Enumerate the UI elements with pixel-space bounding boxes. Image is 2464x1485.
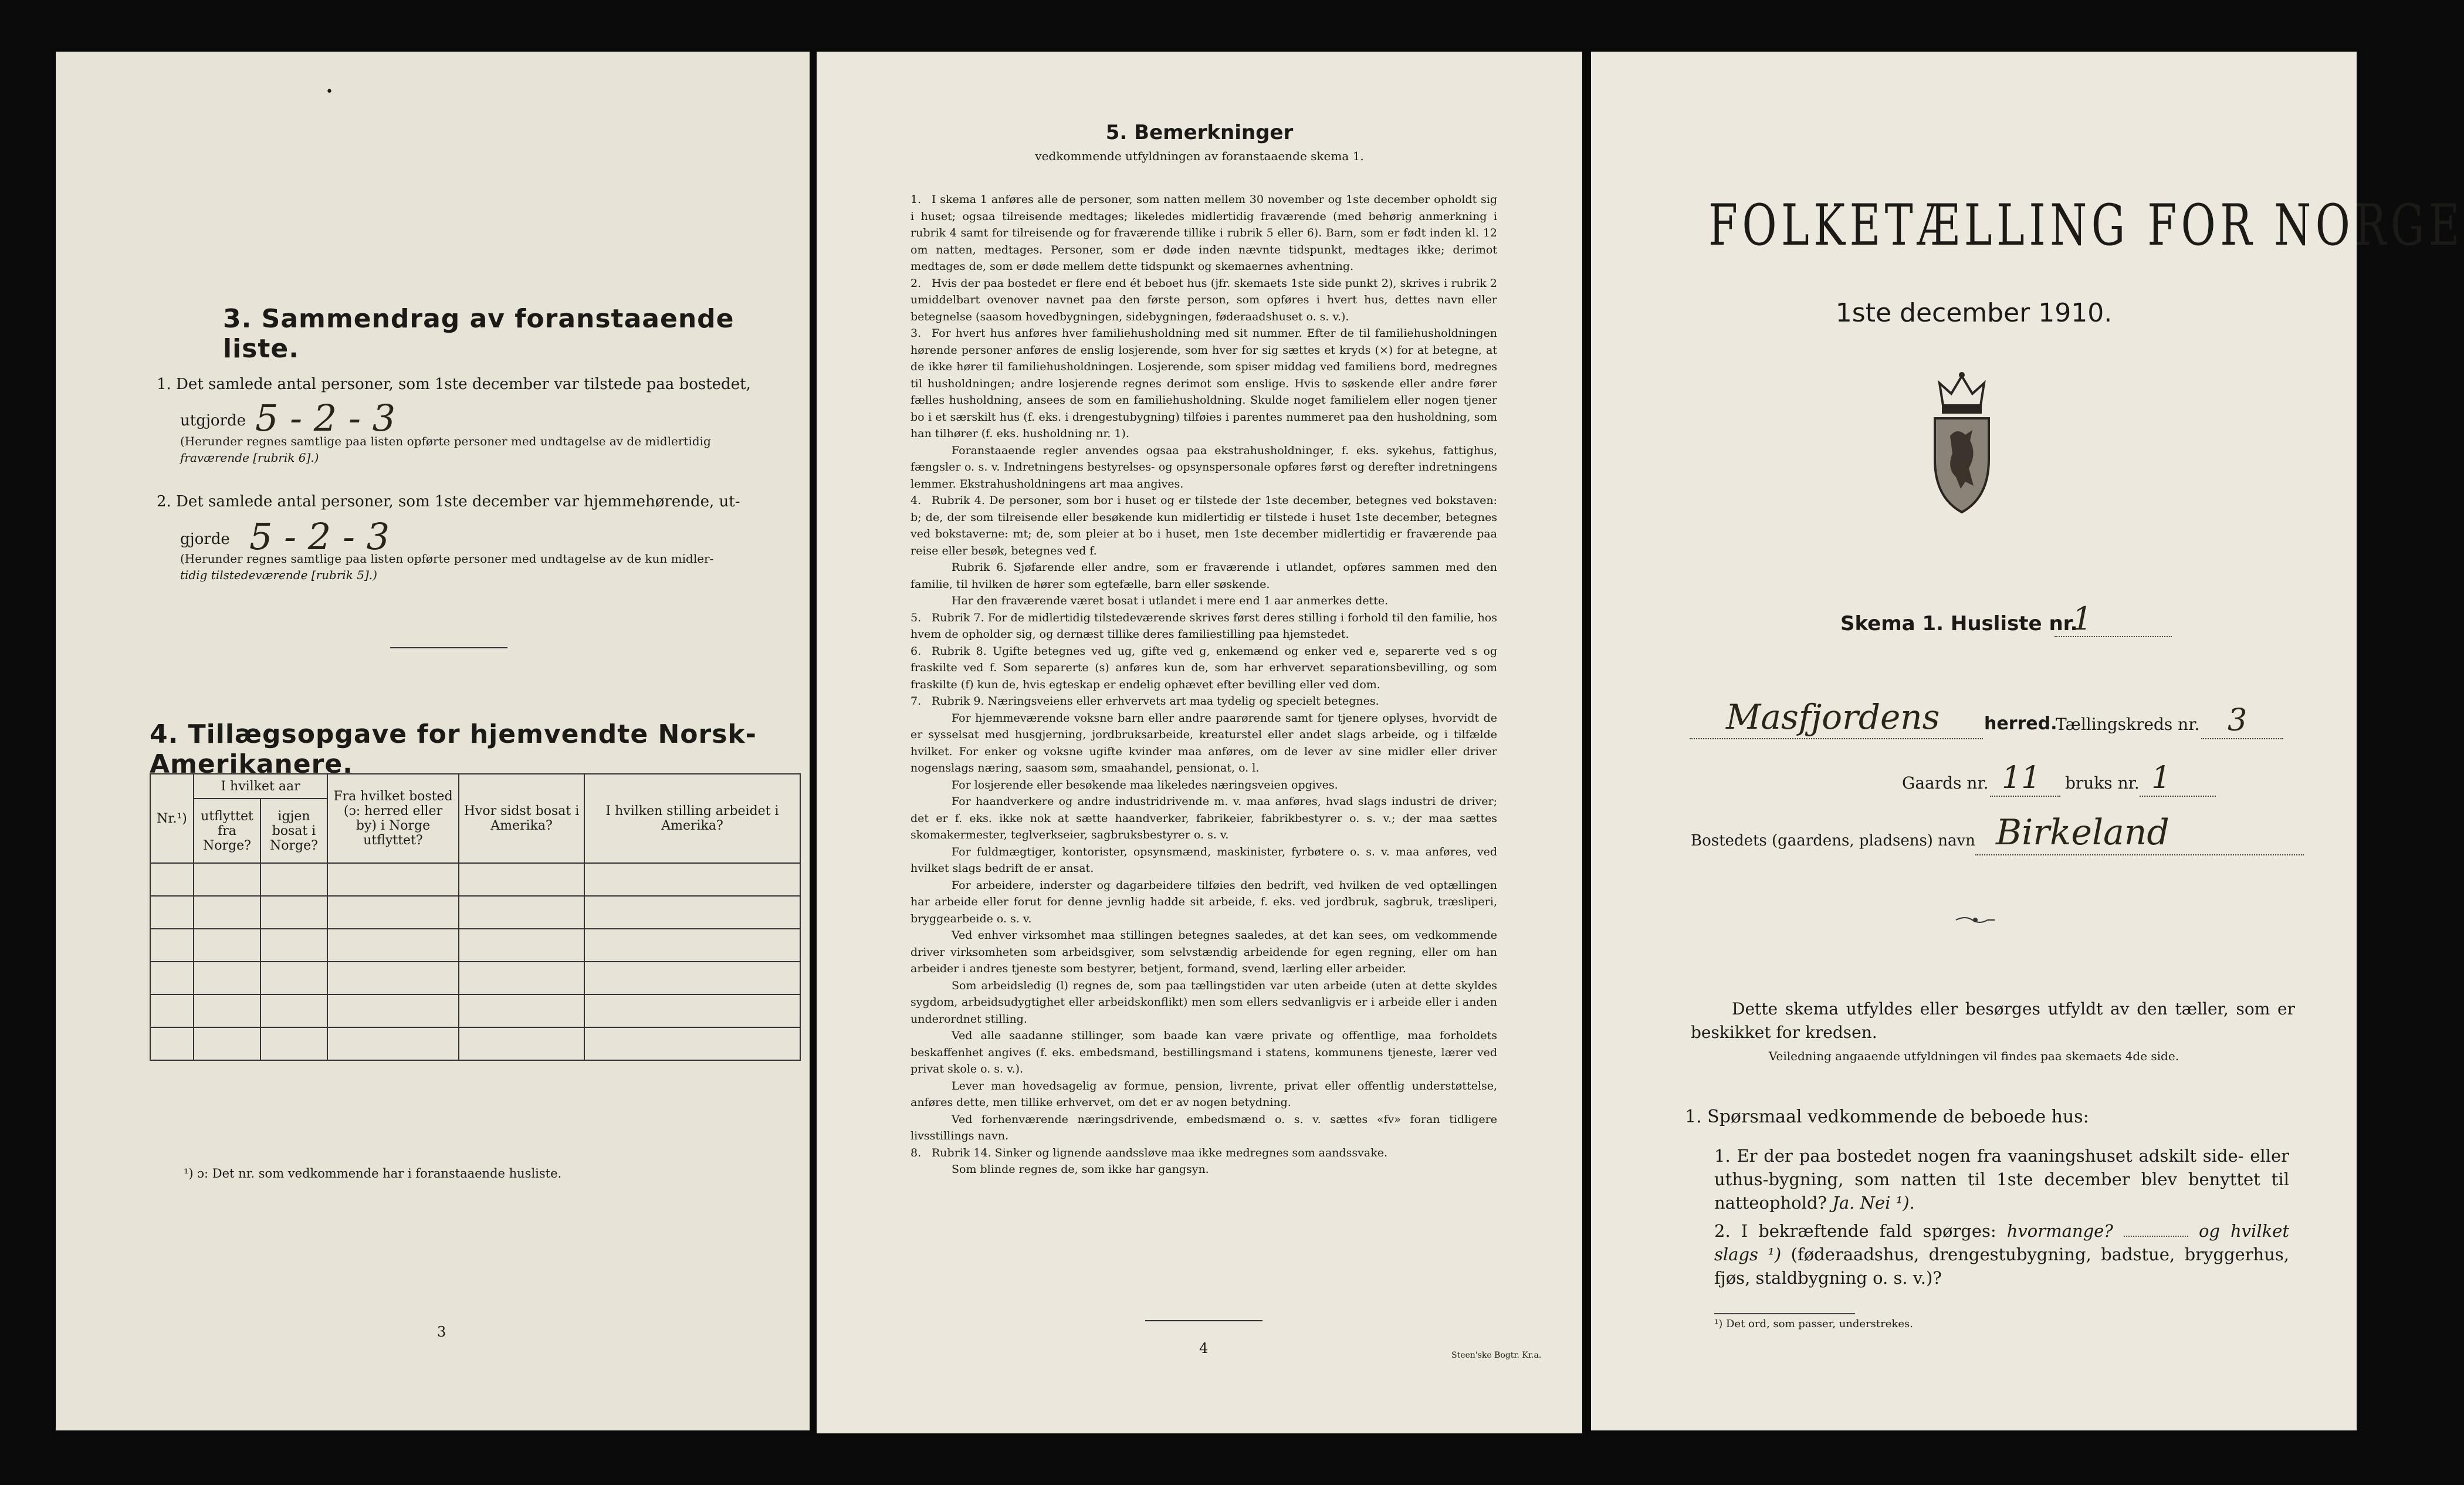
question-2	[1714, 1219, 2289, 1290]
remark-paragraph	[911, 793, 1497, 844]
col-last-residence: Hvor sidst bosat i Amerika?	[459, 774, 584, 863]
remark-paragraph	[911, 844, 1497, 877]
col-emigrated: utflyttet fra Norge?	[194, 799, 260, 863]
remark-number: 3.	[911, 327, 922, 340]
remark-paragraph	[911, 977, 1497, 1028]
remark-number: 6.	[911, 644, 922, 658]
question-2-how-many: hvormange?	[2006, 1221, 2113, 1241]
remark-paragraph	[911, 1027, 1497, 1078]
remark-text: For losjerende eller besøkende maa likeledes næringsveien opgives.	[952, 778, 1338, 791]
item2-label: gjorde	[180, 530, 230, 548]
question-1-text: 1. Er der paa bostedet nogen fra vaaningshuset adskilt side- eller uthus-bygning, som natten til 1ste december blev benyttet til natteophold?	[1714, 1146, 2289, 1213]
remark-text: Ved enhver virksomhet maa stillingen betegnes saaledes, at det kan sees, om vedkommende driver virksomheten som arbeidsgiver, som selvstændig arbeidende for egen regning, eller om han arbeider i andres tjeneste som bestyrer, betjent, formand, svend, lærling eller arbeider.	[911, 929, 1497, 975]
remark-text: For fuldmægtiger, kontorister, opsynsmænd, maskinister, fyrbøtere o. s. v. maa anføres, ved hvilket slags bedrift de er ansat.	[911, 845, 1497, 875]
question-1	[1714, 1144, 2289, 1215]
remark-paragraph	[911, 877, 1497, 928]
remark-number: 7.	[911, 695, 922, 708]
remark-text: Ved forhenværende næringsdrivende, embedsmænd o. s. v. sættes «fv» foran tidligere livsstillings navn.	[911, 1112, 1497, 1142]
item2-line: 2. Det samlede antal personer, som 1ste december var hjemmehørende, ut-	[157, 493, 740, 510]
remark-paragraph	[911, 593, 1497, 610]
kreds-value: 3	[2228, 703, 2248, 738]
remark-paragraph	[911, 442, 1497, 493]
remark-text: For hjemmeværende voksne barn eller andre paarørende samt for tjenere oplyses, hvorvidt de er sysselsat med husgjerning, jordbruksarbeide, kreaturstel eller andet slags arbeide, og i tilfælde hvilket. For enker og voksne ugifte kvinder maa anføres, om de lever av sine midler eller driver nogenslags næring, saasom søm, smaahandel, pensionat, o. l.	[911, 711, 1497, 774]
question-2-examples: (føderaadshus, drengestubygning, badstue, bryggerhus, fjøs, staldbygning o. s. v.)?	[1714, 1244, 2289, 1288]
remarks-title: 5. Bemerkninger	[1105, 121, 1294, 144]
page-right	[1591, 52, 2464, 1430]
remark-text: Lever man hovedsagelig av formue, pension, livrente, privat eller offentlig understøttelse, anføres dette, men tillike erhvervet, om det er av nogen betydning.	[911, 1079, 1497, 1109]
remark-text: Rubrik 8. Ugifte betegnes ved ug, gifte ved g, enkemænd og enker ved e, separerte ved s og fraskilte ved f. Som separerte (s) anføres kun de, som har erhvervet separationsbevilling, og som fraskilte (f) kun de, hvis egteskap er endelig ophævet efter bevilling eller ved dom.	[911, 644, 1497, 691]
remark-paragraph	[911, 1145, 1497, 1162]
question-2-text: 2. I bekræftende fald spørges:	[1714, 1221, 1996, 1241]
gaards-value: 11	[2002, 760, 2041, 796]
remarks-body	[911, 191, 1497, 1178]
page-number: 3	[437, 1324, 446, 1340]
bosted-value: Birkeland	[1996, 812, 2169, 853]
remark-text: Foranstaaende regler anvendes ogsaa paa ekstrahusholdninger, f. eks. sykehus, fattighus, fængsler o. s. v. Indretningens bestyrelses- og opsynspersonale opføres først og derefter indretningens lemmer. Ekstrahusholdningens art maa angives.	[911, 444, 1497, 491]
table-row	[150, 863, 800, 896]
footnote-rule	[1714, 1313, 1855, 1314]
bosted-label: Bostedets (gaardens, pladsens) navn	[1691, 832, 1975, 850]
remark-text: For haandverkere og andre industridrivende m. v. maa anføres, hvad slags industri de driver; det er f. eks. ikke nok at sætte haandverker, fabrikeier, fabrikbestyrer o. s. v.; der maa sættes skomakermester, teglverkseier, sagbruksbestyrer o. s. v.	[911, 795, 1497, 841]
kreds-field	[2201, 738, 2283, 739]
how-many-field[interactable]	[2124, 1236, 2188, 1237]
printer-mark: Steen'ske Bogtr. Kr.a.	[1451, 1351, 1542, 1360]
item1-label: utgjorde	[180, 412, 246, 429]
remark-text: Rubrik 6. Sjøfarende eller andre, som er fraværende i utlandet, opføres sammen med den familie, til hvilken de hører som egtefælle, barn eller søskende.	[911, 561, 1497, 591]
herred-value: Masfjordens	[1726, 697, 1940, 737]
census-title: FOLKETÆLLING FOR NORGE	[1708, 192, 2464, 258]
bruks-label: bruks nr.	[2065, 773, 2140, 793]
section4-title: 4. Tillægsopgave for hjemvendte Norsk-Amerikanere.	[150, 719, 757, 779]
remark-number: 1.	[911, 193, 922, 206]
remark-paragraph	[911, 777, 1497, 794]
page-left	[56, 52, 810, 1430]
remark-text: For arbeidere, inderster og dagarbeidere tilføies den bedrift, ved hvilken de ved optællingen har arbeide eller forut for denne jevnlig hadde sit arbeide, f. eks. ved jordbruk, sagbruk, træsliperi, bryggearbeide o. s. v.	[911, 878, 1497, 925]
bosted-field	[1975, 854, 2304, 855]
divider	[1145, 1320, 1263, 1321]
census-date: 1ste december 1910.	[1835, 298, 2113, 328]
remark-paragraph	[911, 1111, 1497, 1145]
question-heading: 1. Spørsmaal vedkommende de beboede hus:	[1685, 1107, 2089, 1127]
table-row	[150, 962, 800, 994]
page-mark: •	[326, 84, 333, 99]
remark-text: Som arbeidsledig (l) regnes de, som paa tællingstiden var uten arbeide (uten at dette skyldes sygdom, arbeidsudygtighet eller arbeidskonflikt) men som ellers sedvanligvis er i arbeide eller i anden underordnet stilling.	[911, 979, 1497, 1026]
page-number: 4	[1199, 1340, 1209, 1357]
item1-handwritten-values: 5 - 2 - 3	[255, 397, 396, 439]
item1-note-1: (Herunder regnes samtlige paa listen opførte personer med undtagelse av de midlertidig	[180, 434, 711, 448]
remark-paragraph	[911, 710, 1497, 777]
remark-paragraph	[911, 1078, 1497, 1111]
table-row	[150, 994, 800, 1027]
gaards-label: Gaards nr.	[1902, 773, 1989, 793]
gaards-field	[1990, 796, 2060, 797]
remark-text: Rubrik 14. Sinker og lignende aandssløve maa ikke medregnes som aandssvake.	[932, 1146, 1388, 1159]
item2-note-1: (Herunder regnes samtlige paa listen opførte personer med undtagelse av de kun midler-	[180, 552, 714, 566]
remark-number: 4.	[911, 494, 922, 507]
remark-number: 8.	[911, 1146, 922, 1159]
bruks-value: 1	[2151, 760, 2171, 796]
col-nr: Nr.¹)	[150, 774, 194, 863]
instruction-note: Veiledning angaaende utfyldningen vil findes paa skemaets 4de side.	[1768, 1049, 2179, 1063]
herred-field	[1690, 738, 1983, 739]
col-group-year: I hvilket aar	[194, 774, 327, 799]
remark-text: Har den fraværende været bosat i utlandet i mere end 1 aar anmerkes dette.	[952, 594, 1389, 607]
remark-text: Ved alle saadanne stillinger, som baade kan være private og offentlige, maa forholdets beskaffenhet angives (f. eks. embedsmand, bestillingsmand i statens, kommunens tjeneste, lærer ved privat skole o. s. v.).	[911, 1029, 1497, 1075]
remark-paragraph	[911, 1161, 1497, 1178]
husliste-value: 1	[2072, 600, 2093, 637]
item2-handwritten-values: 5 - 2 - 3	[249, 515, 390, 558]
table-row	[150, 1027, 800, 1060]
schema-label: Skema 1. Husliste nr.	[1840, 612, 2078, 635]
bruks-field	[2140, 796, 2216, 797]
col-returned: igjen bosat i Norge?	[260, 799, 327, 863]
item1-note-2: fraværende [rubrik 6].)	[180, 451, 319, 465]
question-2-what-kind: og hvilket slags ¹)	[1714, 1221, 2290, 1264]
norsk-amerikanere-table	[150, 773, 801, 1061]
remark-paragraph	[911, 927, 1497, 977]
kreds-label: Tællingskreds nr.	[2056, 715, 2200, 734]
remark-paragraph	[911, 492, 1497, 559]
remark-number: 2.	[911, 276, 922, 290]
footnote: ¹) ɔ: Det nr. som vedkommende har i foranstaaende husliste.	[184, 1166, 562, 1180]
footnote: ¹) Det ord, som passer, understrekes.	[1714, 1318, 1913, 1330]
col-occupation: I hvilken stilling arbeidet i Amerika?	[584, 774, 800, 863]
remark-paragraph	[911, 610, 1497, 643]
herred-label: herred.	[1984, 713, 2057, 734]
remark-number: 5.	[911, 611, 922, 624]
remark-text: Rubrik 4. De personer, som bor i huset og er tilstede der 1ste december, betegnes ved bokstaven: b; de, der som tilreisende eller besøkende kun midlertidig er tilstede i huset 1ste december, betegnes ved bokstaverne: mt; de, som pleier at bo i huset, men 1ste december midlertidig er fraværende paa reise eller besøk, betegnes ved f.	[911, 494, 1497, 557]
ornament-icon	[1955, 914, 1996, 926]
instruction-text: Dette skema utfyldes eller besørges utfyldt av den tæller, som er beskikket for kredsen.	[1691, 999, 2295, 1042]
remark-text: Rubrik 9. Næringsveiens eller erhvervets art maa tydelig og specielt betegnes.	[932, 695, 1379, 708]
remark-paragraph	[911, 191, 1497, 275]
remark-text: Hvis der paa bostedet er flere end ét beboet hus (jfr. skemaets 1ste side punkt 2), skrives i rubrik 2 umiddelbart ovenover navnet paa den første person, som opføres i hvert hus, dettes navn eller betegnelse (saasom hovedbygningen, sidebygningen, føderaadshuset o. s. v.).	[911, 276, 1497, 323]
item2-note-2: tidig tilstedeværende [rubrik 5].)	[180, 568, 377, 582]
divider	[390, 647, 507, 648]
remark-paragraph	[911, 325, 1497, 442]
section3-title: 3. Sammendrag av foranstaaende liste.	[223, 304, 735, 364]
question-1-answer[interactable]: Ja. Nei ¹).	[1832, 1193, 1915, 1213]
remark-paragraph	[911, 693, 1497, 710]
remark-paragraph	[911, 275, 1497, 326]
page-middle	[817, 52, 1582, 1433]
item1-line: 1. Det samlede antal personer, som 1ste december var tilstede paa bostedet,	[157, 376, 751, 393]
remarks-subtitle: vedkommende utfyldningen av foranstaaende skema 1.	[1035, 149, 1364, 163]
remark-text: I skema 1 anføres alle de personer, som natten mellem 30 november og 1ste december opholdt sig i huset; ogsaa tilreisende medtages; likeledes midlertidig fraværende (med behørig anmerkning i rubrik 4 samt for tilreisende og for fraværende tillike i rubrik 5 eller 6). Barn, som er født inden kl. 12 om natten, medtages. Personer, som er døde inden nævnte tidspunkt, medtages ikke; derimot medtages de, som er døde mellem dette tidspunkt og skemaernes avhentning.	[911, 193, 1497, 273]
table-row	[150, 929, 800, 962]
remark-paragraph	[911, 559, 1497, 593]
remark-text: For hvert hus anføres hver familiehusholdning med sit nummer. Efter de til familiehusholdningen hørende personer anføres de enslig losjerende, som hver for sig sættes et kryds (×) for at betegne, at de ikke hører til familiehusholdningen. Losjerende, som spiser middag ved familiens bord, medregnes til husholdningen; andre losjerende regnes derimot som enslige. Hvis to søskende eller andre fører fælles husholdning, ansees de som en familiehusholdning. Skulde noget familielem eller nogen tjener bo i et særskilt hus (f. eks. i drengestubygning) tilføies i parentes nummeret paa den husholdning, som han tilhører (f. eks. husholdning nr. 1).	[911, 327, 1497, 440]
coat-of-arms-icon	[1927, 371, 1997, 518]
table-row	[150, 896, 800, 929]
col-from-where: Fra hvilket bosted (ɔ: herred eller by) i Norge utflyttet?	[327, 774, 459, 863]
remark-paragraph	[911, 643, 1497, 694]
remark-text: Som blinde regnes de, som ikke har gangsyn.	[952, 1163, 1209, 1176]
remark-text: Rubrik 7. For de midlertidig tilstedeværende skrives først deres stilling i forhold til den familie, hos hvem de opholder sig, og dernæst tillike deres familiestilling paa hjemstedet.	[911, 611, 1497, 641]
